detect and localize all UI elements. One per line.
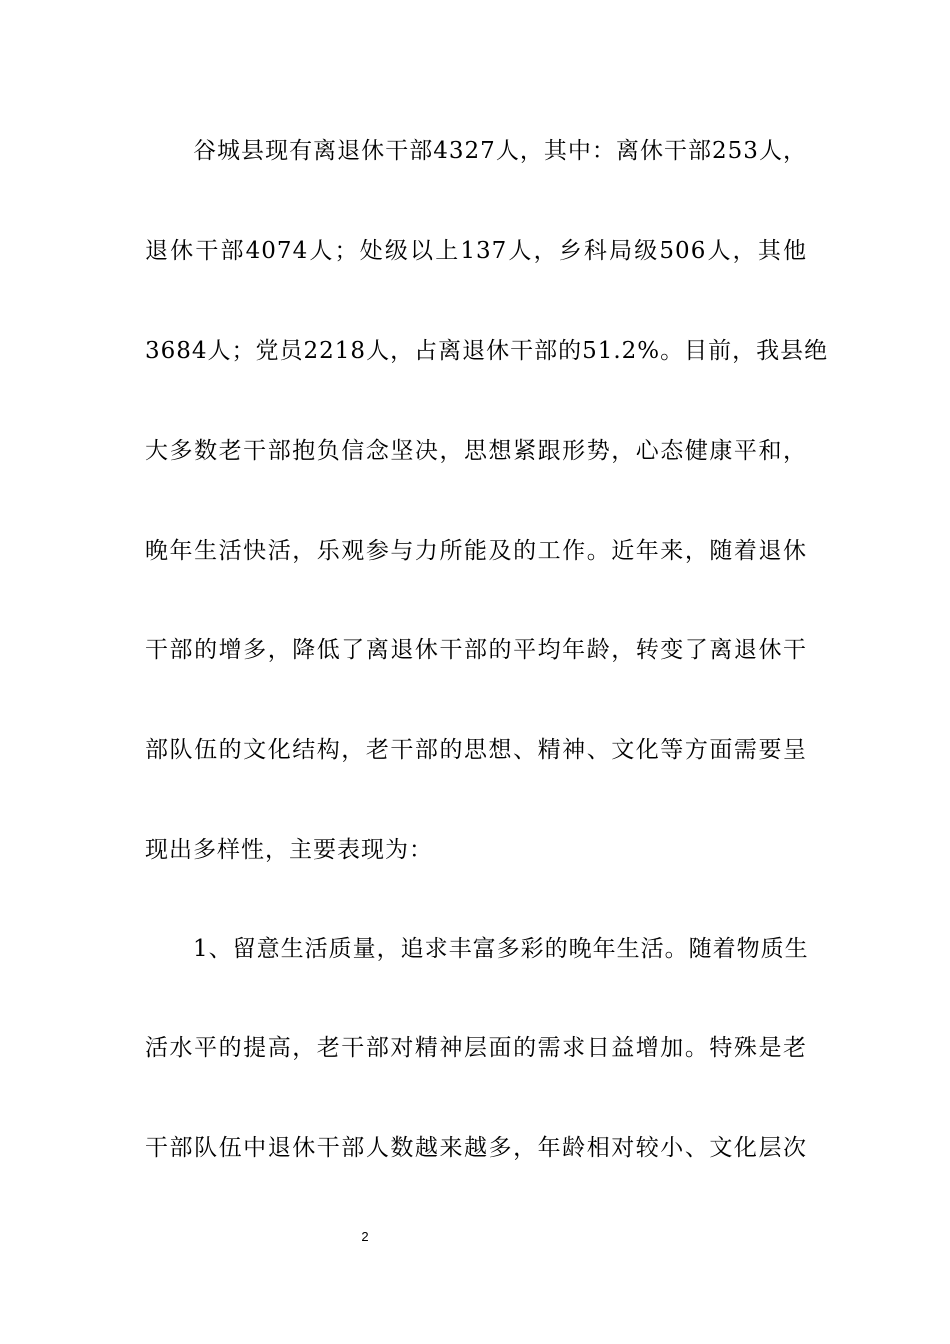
paragraph-2-line-3: 干部队伍中退休干部人数越来越多，年龄相对较小、文化层次: [145, 1135, 807, 1161]
paragraph-1-line-6: 干部的增多，降低了离退休干部的平均年龄，转变了离退休干: [145, 637, 807, 663]
paragraph-2-line-2: 活水平的提高，老干部对精神层面的需求日益增加。特殊是老: [145, 1035, 807, 1061]
paragraph-1-line-7: 部队伍的文化结构，老干部的思想、精神、文化等方面需要呈: [145, 737, 807, 763]
paragraph-1-line-2: 退休干部4074人；处级以上137人，乡科局级506人，其他: [145, 238, 807, 264]
paragraph-2-line-1: 1、留意生活质量，追求丰富多彩的晚年生活。随着物质生: [193, 936, 809, 962]
paragraph-1-line-8: 现出多样性，主要表现为：: [145, 837, 433, 863]
page-number: 2: [361, 1229, 369, 1244]
paragraph-1-line-5: 晚年生活快活，乐观参与力所能及的工作。近年来，随着退休: [145, 538, 807, 564]
paragraph-1-line-1: 谷城县现有离退休干部4327人，其中：离休干部253人，: [193, 138, 807, 164]
paragraph-1-line-3: 3684人；党员2218人，占离退休干部的51.2%。目前，我县绝: [145, 338, 829, 364]
paragraph-1-line-4: 大多数老干部抱负信念坚决，思想紧跟形势，心态健康平和，: [145, 438, 807, 464]
